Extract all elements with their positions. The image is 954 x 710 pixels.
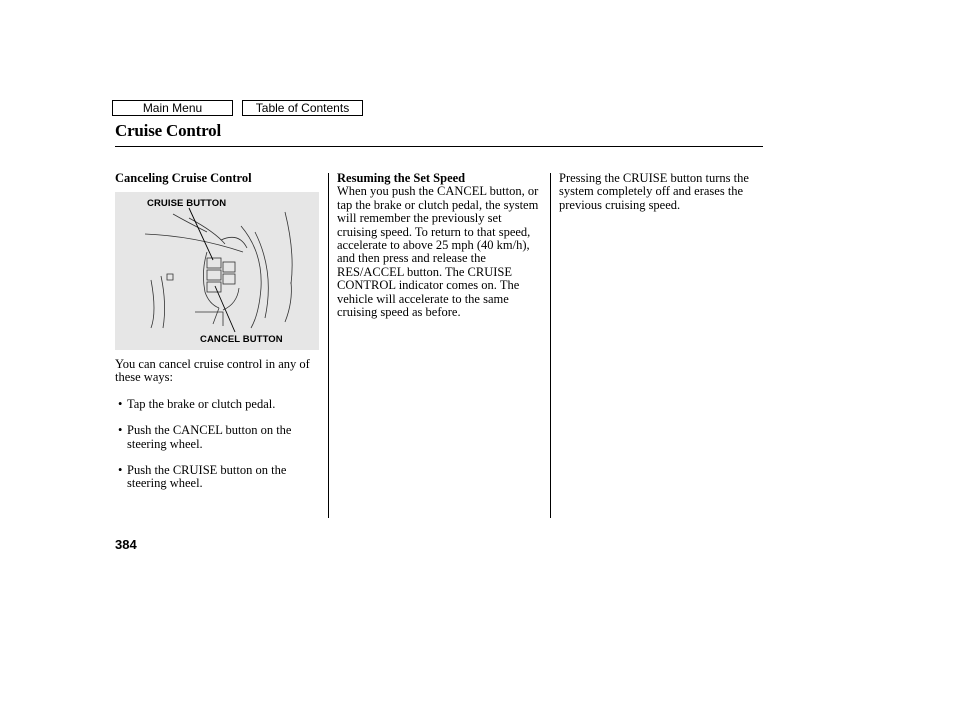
table-of-contents-button[interactable]: Table of Contents	[242, 100, 363, 116]
cruise-off-body: Pressing the CRUISE button turns the system completely off and erases the previous cruising speed.	[559, 171, 749, 212]
main-menu-button[interactable]: Main Menu	[112, 100, 233, 116]
title-rule	[115, 146, 763, 147]
list-item: • Tap the brake or clutch pedal.	[115, 398, 320, 411]
column-2	[337, 172, 544, 319]
cruise-button-label: CRUISE BUTTON	[147, 198, 227, 209]
column-divider-1	[328, 173, 329, 518]
section-heading-canceling: Canceling Cruise Control	[115, 171, 252, 185]
page-number: 384	[115, 537, 137, 552]
cancel-button-label: CANCEL BUTTON	[200, 334, 283, 345]
column-3	[559, 172, 765, 212]
section-heading-resuming: Resuming the Set Speed	[337, 171, 466, 185]
list-item: • Push the CRUISE button on the steering wheel.	[115, 464, 320, 491]
resuming-body: When you push the CANCEL button, or tap the brake or clutch pedal, the system will remember the previously set cruising speed. To return to that speed, accelerate to above 25 mph (40 km/h), and then press and release the RES/ACCEL button. The CRUISE CONTROL indicator comes on. The vehicle will accelerate to the same cruising speed as before.	[337, 184, 539, 320]
column-1-body	[115, 358, 320, 491]
column-divider-2	[550, 173, 551, 518]
steering-wheel-illustration	[115, 192, 319, 350]
column-1	[115, 172, 320, 185]
list-item: • Push the CANCEL button on the steering wheel.	[115, 424, 320, 451]
steering-wheel-drawing	[115, 192, 319, 350]
page-title: Cruise Control	[115, 121, 221, 140]
cancel-intro: You can cancel cruise control in any of these ways:	[115, 357, 310, 385]
